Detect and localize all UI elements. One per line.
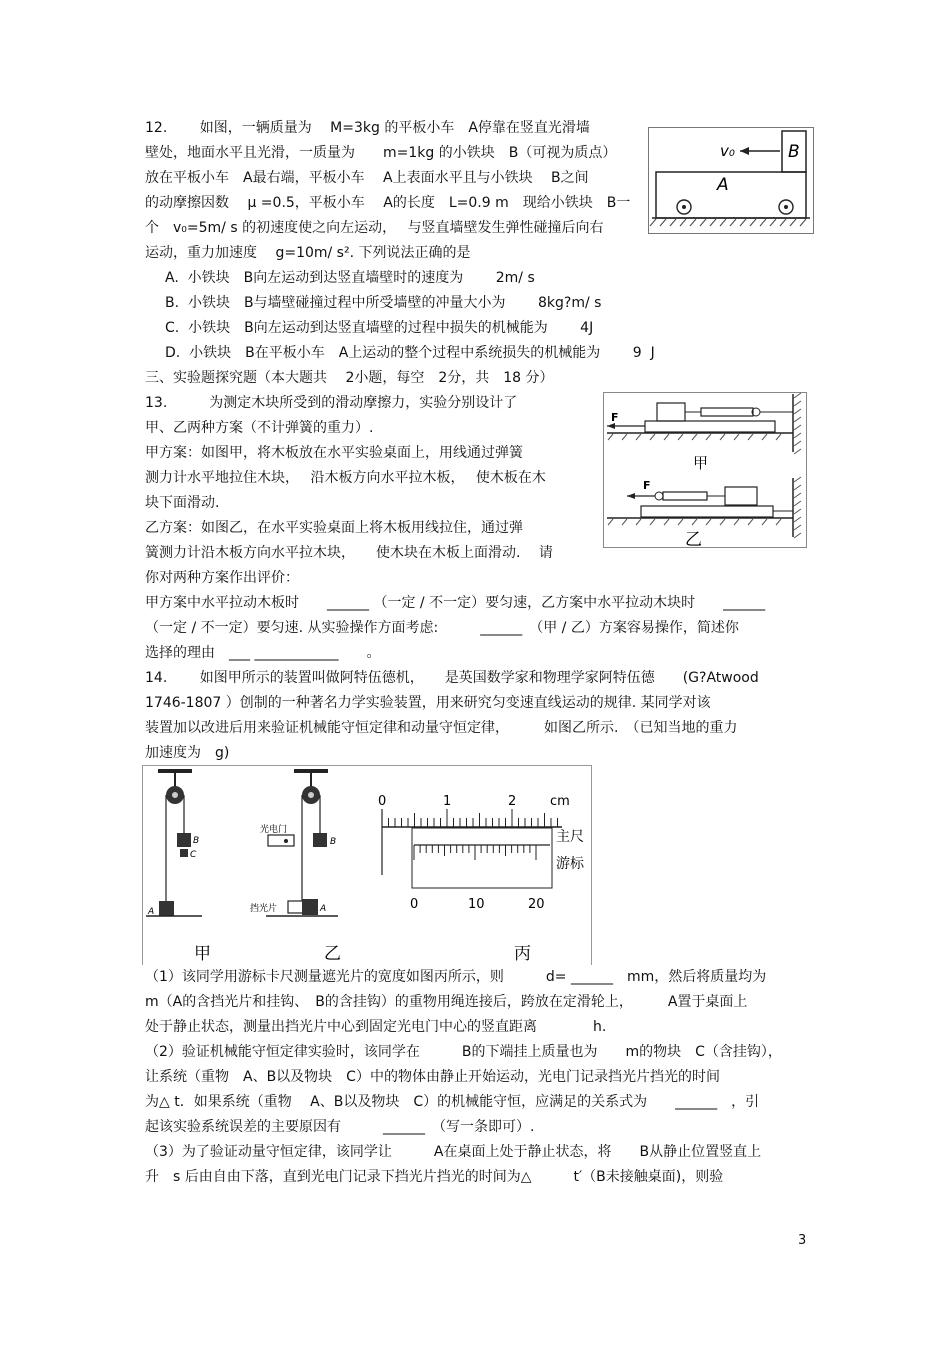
q14-part2-line-3: 为△ t．如果系统（重物 A、B以及物块 C）的机械能守恒，应满足的关系式为 ______ ，引 <box>145 1094 760 1110</box>
vernier-10: 10 <box>468 897 485 912</box>
caption-yi: 乙 <box>324 944 341 964</box>
vernier-0: 0 <box>410 897 419 912</box>
page-number: 3 <box>798 1233 807 1248</box>
force-label-jia: F <box>611 411 619 424</box>
q12-option-a: A. 小铁块 B向左运动到达竖直墙壁时的速度为 2m/ s <box>165 270 535 286</box>
q13-line-10: （一定 / 不一定）要匀速. 从实验操作方面考虑: ______ （甲 / 乙）方案容易操作，简述你 <box>145 620 739 636</box>
q14-line-3: 装置加以改进后用来验证机械能守恒定律和动量守恒定律， 如图乙所示. （已知当地的重力 <box>145 720 738 736</box>
unit-cm: cm <box>550 794 570 809</box>
caption-bing: 丙 <box>514 944 531 964</box>
q13-line-1: 13. 为测定木块所受到的滑动摩擦力，实验分别设计了 <box>145 395 518 411</box>
yi-a-label: A <box>320 904 327 914</box>
jia-a-label: A <box>148 907 155 917</box>
jia-b-label: B <box>193 836 200 846</box>
q14-line-1: 14. 如图甲所示的装置叫做阿特伍德机， 是英国数学家和物理学家阿特伍德 (G?Atwood <box>145 670 759 686</box>
q14-part1-line-3: 处于静止状态，测量出挡光片中心到固定光电门中心的竖直距离 h. <box>145 1019 607 1035</box>
main-scale-1: 1 <box>443 794 452 809</box>
q12-line-4: 的动摩擦因数 μ =0.5，平板小车 A的长度 L=0.9 m 现给小铁块 B一 <box>145 195 631 211</box>
main-scale-label: 主尺 <box>556 829 584 845</box>
q12-option-d: D. 小铁块 B在平板小车 A上运动的整个过程中系统损失的机械能为 9 J <box>165 345 655 361</box>
vernier-20: 20 <box>528 897 545 912</box>
q14-part3-line-1: （3）为了验证动量守恒定律，该同学让 A在桌面上处于静止状态，将 B从静止位置竖直上 <box>145 1144 762 1160</box>
q12-line-1: 12. 如图，一辆质量为 M=3kg 的平板小车 A停靠在竖直光滑墙 <box>145 120 590 136</box>
q12-line-3: 放在平板小车 A最右端，平板小车 A上表面水平且与小铁块 B之间 <box>145 170 589 186</box>
main-scale-2: 2 <box>508 794 517 809</box>
q14-line-4: 加速度为 g) <box>145 745 230 761</box>
q13-friction-figure <box>603 392 807 548</box>
q14-part1-line-2: m（A的含挡光片和挂钩、 B的含挂钩）的重物用绳连接后，跨放在定滑轮上， A置于桌面上 <box>145 994 748 1010</box>
q13-line-4: 测力计水平地拉住木块， 沿木板方向水平拉木板， 使木板在木 <box>145 470 546 486</box>
q13-line-8: 你对两种方案作出评价： <box>145 570 299 586</box>
q14-part2-line-4: 起该实验系统误差的主要原因有 ______ （写一条即可）. <box>145 1119 535 1135</box>
q13-line-7: 簧测力计沿木板方向水平拉木块， 使木块在木板上面滑动. 请 <box>145 545 553 561</box>
section-3-heading: 三、实验题探究题（本大题共 2小题，每空 2分，共 18 分） <box>145 370 554 386</box>
q13-line-2: 甲、乙两种方案（不计弹簧的重力）. <box>145 420 374 436</box>
block-b-label: B <box>788 142 800 162</box>
q12-option-b: B. 小铁块 B与墙壁碰撞过程中所受墙壁的冲量大小为 8kg?m/ s <box>165 295 602 311</box>
q14-atwood-figure <box>142 765 592 965</box>
q14-part3-line-2: 升 s 后由自由下落，直到光电门记录下挡光片挡光的时间为△ t′（B未接触桌面)，则验 <box>145 1169 724 1185</box>
q12-line-2: 壁处，地面水平且光滑，一质量为 m=1kg 的小铁块 B（可视为质点） <box>145 145 617 161</box>
q14-part2-line-2: 让系统（重物 A、B以及物块 C）中的物体由静止开始运动，光电门记录挡光片挡光的时间 <box>145 1069 720 1085</box>
cart-a-label: A <box>717 175 729 195</box>
caption-jia: 甲 <box>194 944 211 964</box>
q13-line-6: 乙方案：如图乙，在水平实验桌面上将木板用线拉住，通过弹 <box>145 520 523 536</box>
q12-line-6: 运动，重力加速度 g=10m/ s². 下列说法正确的是 <box>145 245 471 261</box>
label-jia: 甲 <box>693 454 709 472</box>
jia-c-label: C <box>190 850 197 860</box>
q14-line-2: 1746-1807 ）创制的一种著名力学实验装置，用来研究匀变速直线运动的规律. 某同学对该 <box>145 695 711 711</box>
q12-cart-figure <box>648 127 814 234</box>
main-scale-0: 0 <box>378 794 387 809</box>
q14-part1-line-1: （1）该同学用游标卡尺测量遮光片的宽度如图丙所示，则 d= ______ mm，然后将质量均为 <box>145 969 767 985</box>
q13-line-3: 甲方案：如图甲，将木板放在水平实验桌面上，用线通过弹簧 <box>145 445 523 461</box>
yi-b-label: B <box>330 837 337 847</box>
shade-label: 挡光片 <box>250 904 278 914</box>
q12-option-c: C. 小铁块 B向左运动到达竖直墙壁的过程中损失的机械能为 4J <box>165 320 594 336</box>
v0-label: v₀ <box>720 142 735 160</box>
label-yi: 乙 <box>685 530 702 548</box>
force-label-yi: F <box>643 479 651 492</box>
q13-line-11: 选择的理由 ___ ____________ 。 <box>145 645 381 661</box>
q13-line-9: 甲方案中水平拉动木板时 ______ （一定 / 不一定）要匀速，乙方案中水平拉动木块时 ______ <box>145 595 766 611</box>
q14-part2-line-1: （2）验证机械能守恒定律实验时，该同学在 B的下端挂上质量也为 m的物块 C（含挂钩）， <box>145 1044 782 1060</box>
vernier-scale-label: 游标 <box>556 856 584 872</box>
gate-label: 光电门 <box>260 825 288 835</box>
q13-line-5: 块下面滑动. <box>145 495 220 511</box>
q12-line-5: 个 v₀=5m/ s 的初速度使之向左运动， 与竖直墙壁发生弹性碰撞后向右 <box>145 220 604 236</box>
